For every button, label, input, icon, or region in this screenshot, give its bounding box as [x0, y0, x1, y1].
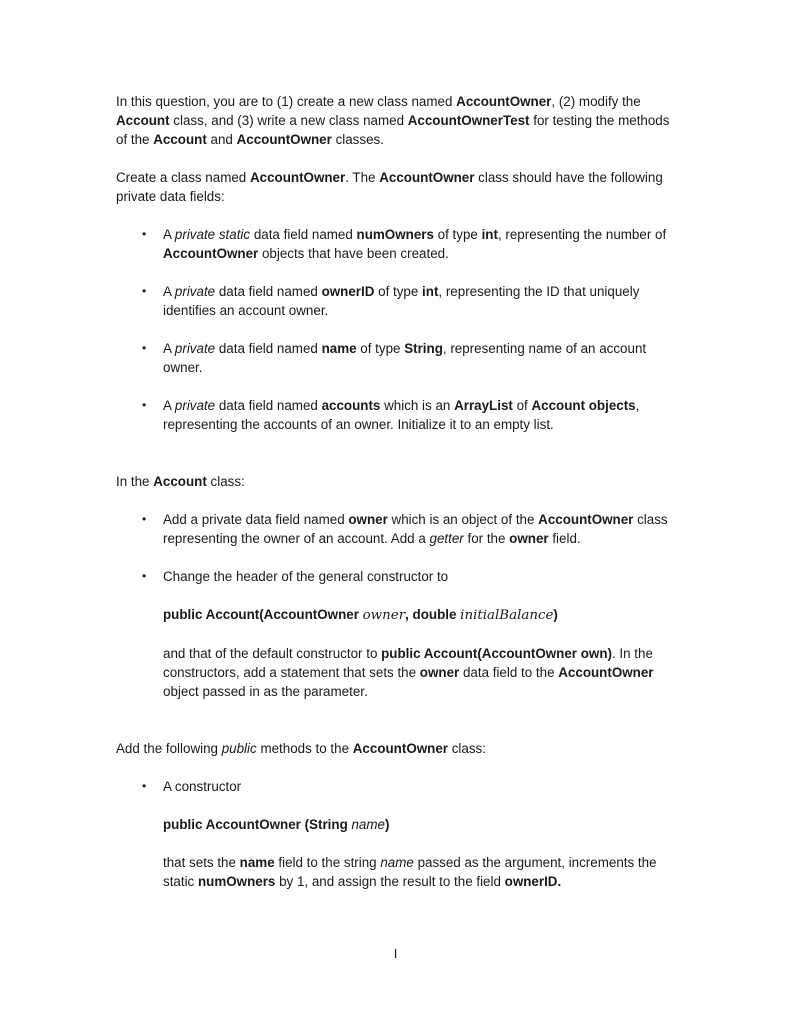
field-item-numowners: • A private static data field named numOwners of type int, representing the number of AccountOwner objects that have been created.: [142, 227, 667, 261]
account-section-heading: In the Account class:: [116, 474, 245, 489]
data-fields-list: [116, 225, 676, 434]
field-item-name: • A private data field named name of type String, representing name of an account owner.: [142, 341, 647, 375]
accountowner-constructor-signature: public AccountOwner (String name): [163, 817, 390, 832]
owner-field-item: • Add a private data field named owner which is an object of the AccountOwner class representing the owner of an account. Add a getter for the owner field.: [142, 512, 668, 546]
field-item-accounts: • A private data field named accounts which is an ArrayList of Account objects, representing the accounts of an owner. Initialize it to an empty list.: [142, 398, 640, 432]
constructor-item: • A constructor public AccountOwner (String name) that sets the name field to the string name passed as the argument, increments the static numOwners by 1, and assign the result to the field ownerID.: [116, 777, 676, 891]
create-class-paragraph: Create a class named AccountOwner. The AccountOwner class should have the following private data fields:: [116, 170, 663, 204]
field-item-ownerid: • A private data field named ownerID of type int, representing the ID that uniquely identifies an account owner.: [142, 284, 640, 318]
constructor-description: that sets the name field to the string name passed as the argument, increments the static numOwners by 1, and assign the result to the field ownerID.: [163, 855, 657, 889]
general-constructor-signature: public Account(AccountOwner owner, double initialBalance): [163, 607, 558, 623]
document-body: [116, 92, 676, 910]
methods-section-heading: Add the following public methods to the AccountOwner class:: [116, 741, 486, 756]
page-number: I: [393, 946, 398, 961]
constructor-header-item: • Change the header of the general constructor to public Account(AccountOwner owner, double initialBalance) and that of the default constructor to public Account(AccountOwner own). In the constructors, add a statement that sets the owner data field to the AccountOwner object passed in as the parameter.: [116, 567, 676, 701]
methods-list: [116, 777, 676, 891]
default-constructor-paragraph: and that of the default constructor to public Account(AccountOwner own). In the constructors, add a statement that sets the owner data field to the AccountOwner object passed in as the parameter.: [163, 646, 654, 699]
account-changes-list: [116, 510, 676, 701]
intro-paragraph: In this question, you are to (1) create a new class named AccountOwner, (2) modify the Account class, and (3) write a new class named AccountOwnerTest for testing the methods of the Account and AccountOwner classes.: [116, 94, 670, 147]
